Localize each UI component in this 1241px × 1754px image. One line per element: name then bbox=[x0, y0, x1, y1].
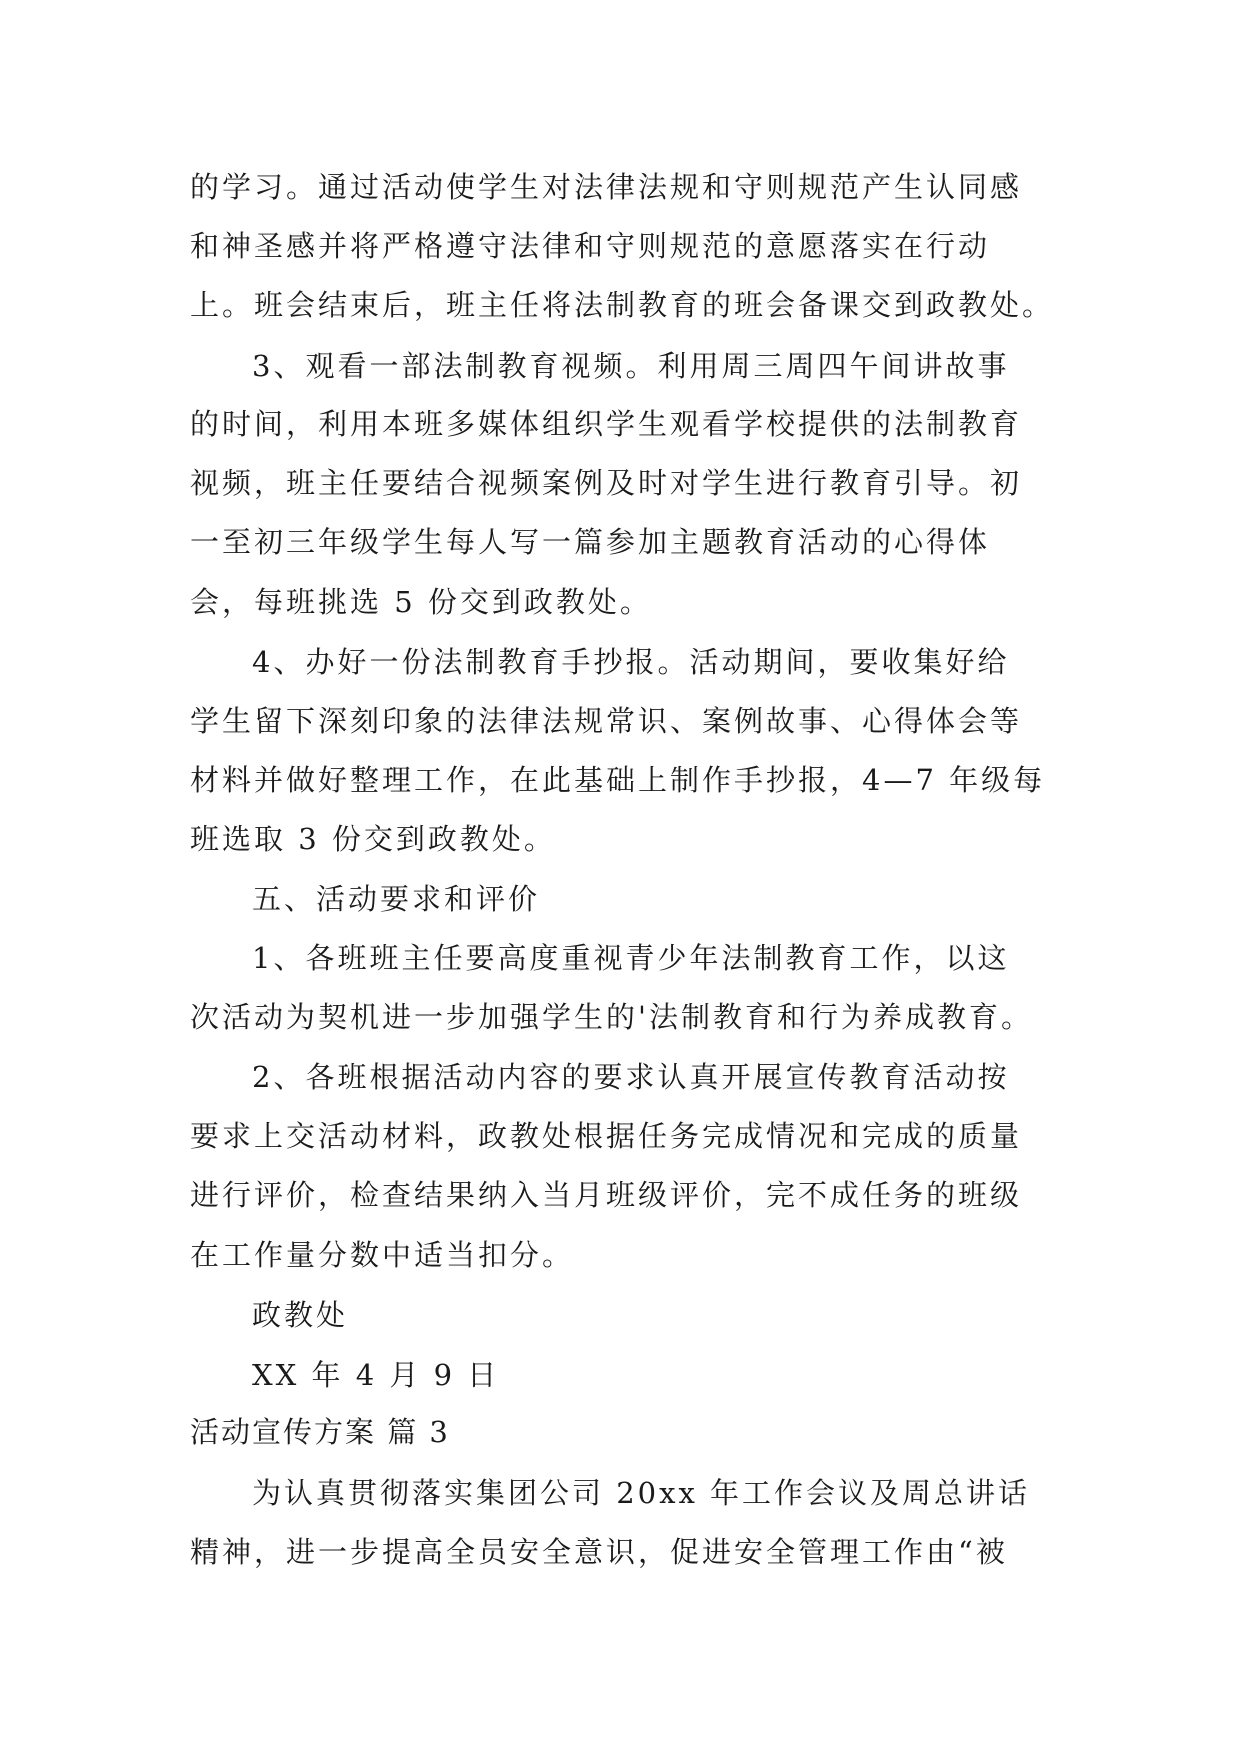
paragraph-line: 要求上交活动材料，政教处根据任务完成情况和完成的质量 bbox=[190, 1119, 1023, 1153]
paragraph-line: 4、办好一份法制教育手抄报。活动期间，要收集好给 bbox=[252, 645, 1010, 679]
signature-date: XX 年 4 月 9 日 bbox=[252, 1358, 500, 1392]
paragraph-line: 上。班会结束后，班主任将法制教育的班会备课交到政教处。 bbox=[190, 288, 1055, 322]
paragraph-line: 视频，班主任要结合视频案例及时对学生进行教育引导。初 bbox=[190, 466, 1023, 500]
paragraph-line: 3、观看一部法制教育视频。利用周三周四午间讲故事 bbox=[252, 349, 1010, 383]
section-heading: 五、活动要求和评价 bbox=[252, 882, 541, 916]
paragraph-line: 班选取 3 份交到政教处。 bbox=[190, 822, 556, 856]
paragraph-line: 材料并做好整理工作，在此基础上制作手抄报，4—7 年级每 bbox=[190, 763, 1046, 797]
paragraph-line: 的学习。通过活动使学生对法律法规和守则规范产生认同感 bbox=[190, 170, 1023, 204]
paragraph-line: 为认真贯彻落实集团公司 20xx 年工作会议及周总讲话 bbox=[252, 1476, 1031, 1510]
paragraph-line: 学生留下深刻印象的法律法规常识、案例故事、心得体会等 bbox=[190, 704, 1023, 738]
document-title: 活动宣传方案 篇 3 bbox=[190, 1415, 450, 1449]
paragraph-line: 一至初三年级学生每人写一篇参加主题教育活动的心得体 bbox=[190, 525, 991, 559]
paragraph-line: 会，每班挑选 5 份交到政教处。 bbox=[190, 585, 652, 619]
paragraph-line: 和神圣感并将严格遵守法律和守则规范的意愿落实在行动 bbox=[190, 229, 991, 263]
signature-department: 政教处 bbox=[252, 1298, 349, 1332]
paragraph-line: 2、各班根据活动内容的要求认真开展宣传教育活动按 bbox=[252, 1060, 1010, 1094]
paragraph-line: 次活动为契机进一步加强学生的'法制教育和行为养成教育。 bbox=[190, 1000, 1033, 1034]
paragraph-line: 的时间，利用本班多媒体组织学生观看学校提供的法制教育 bbox=[190, 407, 1023, 441]
paragraph-line: 在工作量分数中适当扣分。 bbox=[190, 1238, 575, 1272]
paragraph-line: 进行评价，检查结果纳入当月班级评价，完不成任务的班级 bbox=[190, 1178, 1023, 1212]
paragraph-line: 1、各班班主任要高度重视青少年法制教育工作，以这 bbox=[252, 941, 1010, 975]
paragraph-line: 精神，进一步提高全员安全意识，促进安全管理工作由“被 bbox=[190, 1535, 1008, 1569]
